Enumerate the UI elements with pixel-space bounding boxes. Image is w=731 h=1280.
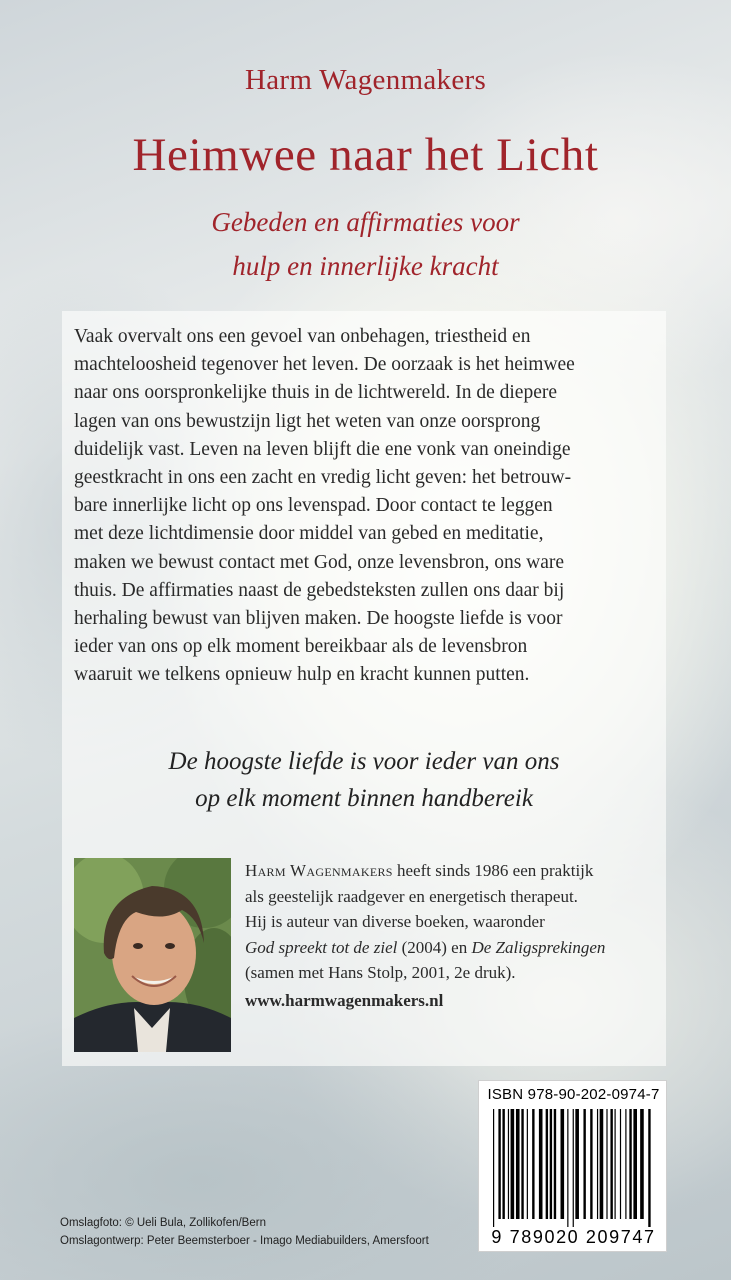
barcode-bar [575,1109,579,1219]
author-bio [245,858,665,1013]
barcode-bar [600,1109,604,1219]
barcode-bar [573,1109,574,1227]
blurb-text: Vaak overvalt ons een gevoel van onbehagen, triestheid en machteloosheid tegenover het leven. De oorzaak is het heimwee naar ons oorspronkelijke thuis in de lichtwereld. In de diepere lagen van ons bewustzijn ligt het weten van onze oorsprong duidelijk vast. Leven na leven blijft die ene vonk van oneindige geestkracht in ons een zacht en vredig licht geven: het betrouw- bare innerlijke licht op ons levenspad. Door contact te leggen met deze lichtdimensie door middel van gebed en meditatie, maken we bewust contact met God, onze levensbron, ons ware thuis. De affirmaties naast de gebedsteksten zullen ons daar bij herhaling bewust van blijven maken. De hoogste liefde is voor ieder van ons op elk moment bereikbaar als de levensbron waaruit we telkens opnieuw hulp en kracht kunnen putten. [74,326,575,686]
subtitle-line-1: Gebeden en affirmaties voor [211,207,520,237]
credits [60,1214,429,1250]
barcode-bar [511,1109,515,1219]
barcode-bar [633,1109,637,1219]
bio-line-4-mid: (2004) en [397,937,472,957]
subtitle [0,200,731,288]
isbn-label: ISBN 978-90-202-0974-7 [487,1086,660,1103]
author-portrait-illustration [74,858,231,1052]
barcode-bar [597,1109,598,1219]
barcode-bars [491,1109,656,1227]
barcode-bar [583,1109,585,1219]
barcode-bar [498,1109,500,1219]
ean-number: 9 789020 209747 [491,1227,656,1247]
author-photo [74,858,231,1052]
barcode-bar [640,1109,644,1219]
bio-book-2: De Zaligsprekingen [471,937,606,957]
barcode-box [478,1080,667,1252]
bio-line-3: Hij is auteur van diverse boeken, waaronder [245,912,545,931]
barcode-bar [561,1109,565,1219]
barcode-bar [610,1109,612,1219]
bio-line-1-rest: heeft sinds 1986 een praktijk [392,861,594,880]
bio-line-2: als geestelijk raadgever en energetisch therapeut. [245,886,578,906]
barcode-bar [532,1109,534,1219]
photo-credit: Omslagfoto: © Ueli Bula, Zollikofen/Bern [60,1217,266,1229]
subtitle-line-2: hulp en innerlijke kracht [232,251,499,281]
bio-line-1 [245,858,665,884]
barcode-bar [546,1109,548,1219]
barcode-bar [493,1109,494,1227]
author-website-link[interactable]: www.harmwagenmakers.nl [245,990,444,1010]
barcode-bar [590,1109,592,1219]
barcode-bar [629,1109,631,1219]
author-name: Harm Wagenmakers [244,64,487,96]
bio-line-5: (samen met Hans Stolp, 2001, 2e druk). [245,963,516,982]
book-title: Heimwee naar het Licht [132,129,599,181]
design-credit: Omslagontwerp: Peter Beemsterboer - Imago Mediabuilders, Amersfoort [60,1235,429,1247]
bio-line-4 [245,935,665,961]
bio-author-name: Harm Wagenmakers [245,861,393,880]
barcode-bar [554,1109,556,1219]
quote-line-1: De hoogste liefde is voor ieder van ons [168,748,560,775]
barcode-bar [620,1109,621,1219]
barcode-bar [606,1109,607,1219]
barcode-bar [539,1109,543,1219]
barcode-bar [648,1109,650,1227]
barcode-bar [502,1109,504,1219]
barcode-bar [508,1109,509,1219]
barcode-bar [550,1109,552,1219]
barcode-bar [567,1109,568,1227]
quote-line-2: op elk moment binnen handbereik [195,785,533,812]
barcode-bar [527,1109,528,1219]
barcode-bar [625,1109,626,1219]
barcode-bar [516,1109,520,1219]
bio-book-1: God spreekt tot de ziel [245,937,398,957]
barcode-bar [615,1109,616,1219]
quote [62,743,666,817]
barcode-bar [521,1109,523,1219]
